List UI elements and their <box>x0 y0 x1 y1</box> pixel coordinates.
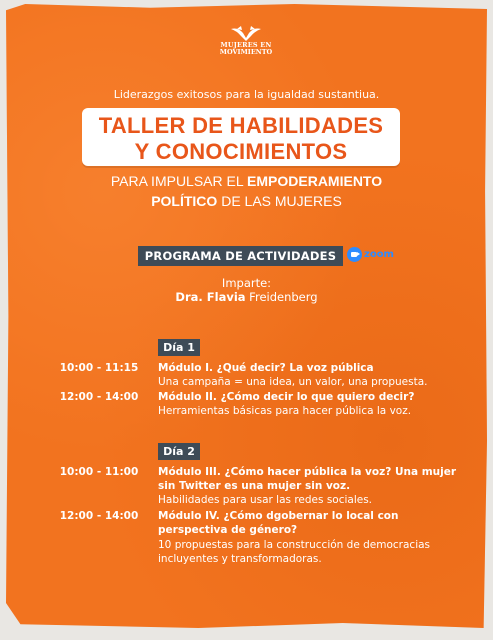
purpose-text-c: POLÍTICO <box>151 193 218 209</box>
tagline: Liderazgos exitosos para la igualdad sustantiua. <box>113 88 380 101</box>
title-box <box>82 108 400 166</box>
zoom-camera-icon <box>347 247 362 262</box>
logo <box>214 26 278 56</box>
session-time: 10:00 - 11:15 <box>59 362 139 374</box>
session-desc: Herramientas básicas para hacer pública la voz. <box>158 405 412 417</box>
session-time: 12:00 - 14:00 <box>59 391 139 403</box>
session-desc-line1: 10 propuestas para la construcción de democracias <box>158 539 431 551</box>
purpose-text-d: DE LAS MUJERES <box>217 193 342 209</box>
purpose-text-b: EMPODERAMIENTO <box>247 173 383 189</box>
session-time: 12:00 - 14:00 <box>59 510 139 522</box>
session-module-line2: perspectiva de género? <box>158 524 298 536</box>
logo-line1: MUJERES EN <box>220 41 272 49</box>
speaker-title-name: Dra. Flavia <box>175 290 246 304</box>
title-line2: Y CONOCIMIENTOS <box>134 139 348 164</box>
day-1-badge: Día 1 <box>158 339 200 356</box>
zoom-wordmark: zoom <box>364 249 394 260</box>
logo-line2: MOVIMIENTO <box>219 48 273 56</box>
logo-emblem-icon <box>229 26 263 42</box>
session-desc-line2: incluyentes y transformadoras. <box>158 553 322 565</box>
speaker-intro: Imparte: <box>221 276 272 290</box>
session-module-line1: Módulo III. ¿Cómo hacer pública la voz? Una mujer <box>158 466 457 478</box>
session-desc: Habilidades para usar las redes sociales. <box>158 494 373 506</box>
session-module-line1: Módulo IV. ¿Cómo dgobernar lo local con <box>158 510 399 522</box>
zoom-logo <box>347 247 394 262</box>
day-2-badge: Día 2 <box>158 443 200 460</box>
purpose-line2 <box>0 193 493 209</box>
speaker-surname: Freidenberg <box>245 290 318 304</box>
session-module: Módulo I. ¿Qué decir? La voz pública <box>158 362 374 374</box>
session-module: Módulo II. ¿Cómo decir lo que quiero decir? <box>158 391 415 403</box>
purpose-line1 <box>0 173 493 189</box>
purpose-text-a: PARA IMPULSAR EL <box>110 173 248 189</box>
speaker-name <box>0 290 493 304</box>
session-desc: Una campaña = una idea, un valor, una propuesta. <box>158 376 428 388</box>
session-time: 10:00 - 11:00 <box>59 466 139 478</box>
session-module-line2: sin Twitter es una mujer sin voz. <box>158 480 351 492</box>
title-line1: TALLER DE HABILIDADES <box>98 113 384 138</box>
program-badge: PROGRAMA DE ACTIVIDADES <box>138 246 343 266</box>
